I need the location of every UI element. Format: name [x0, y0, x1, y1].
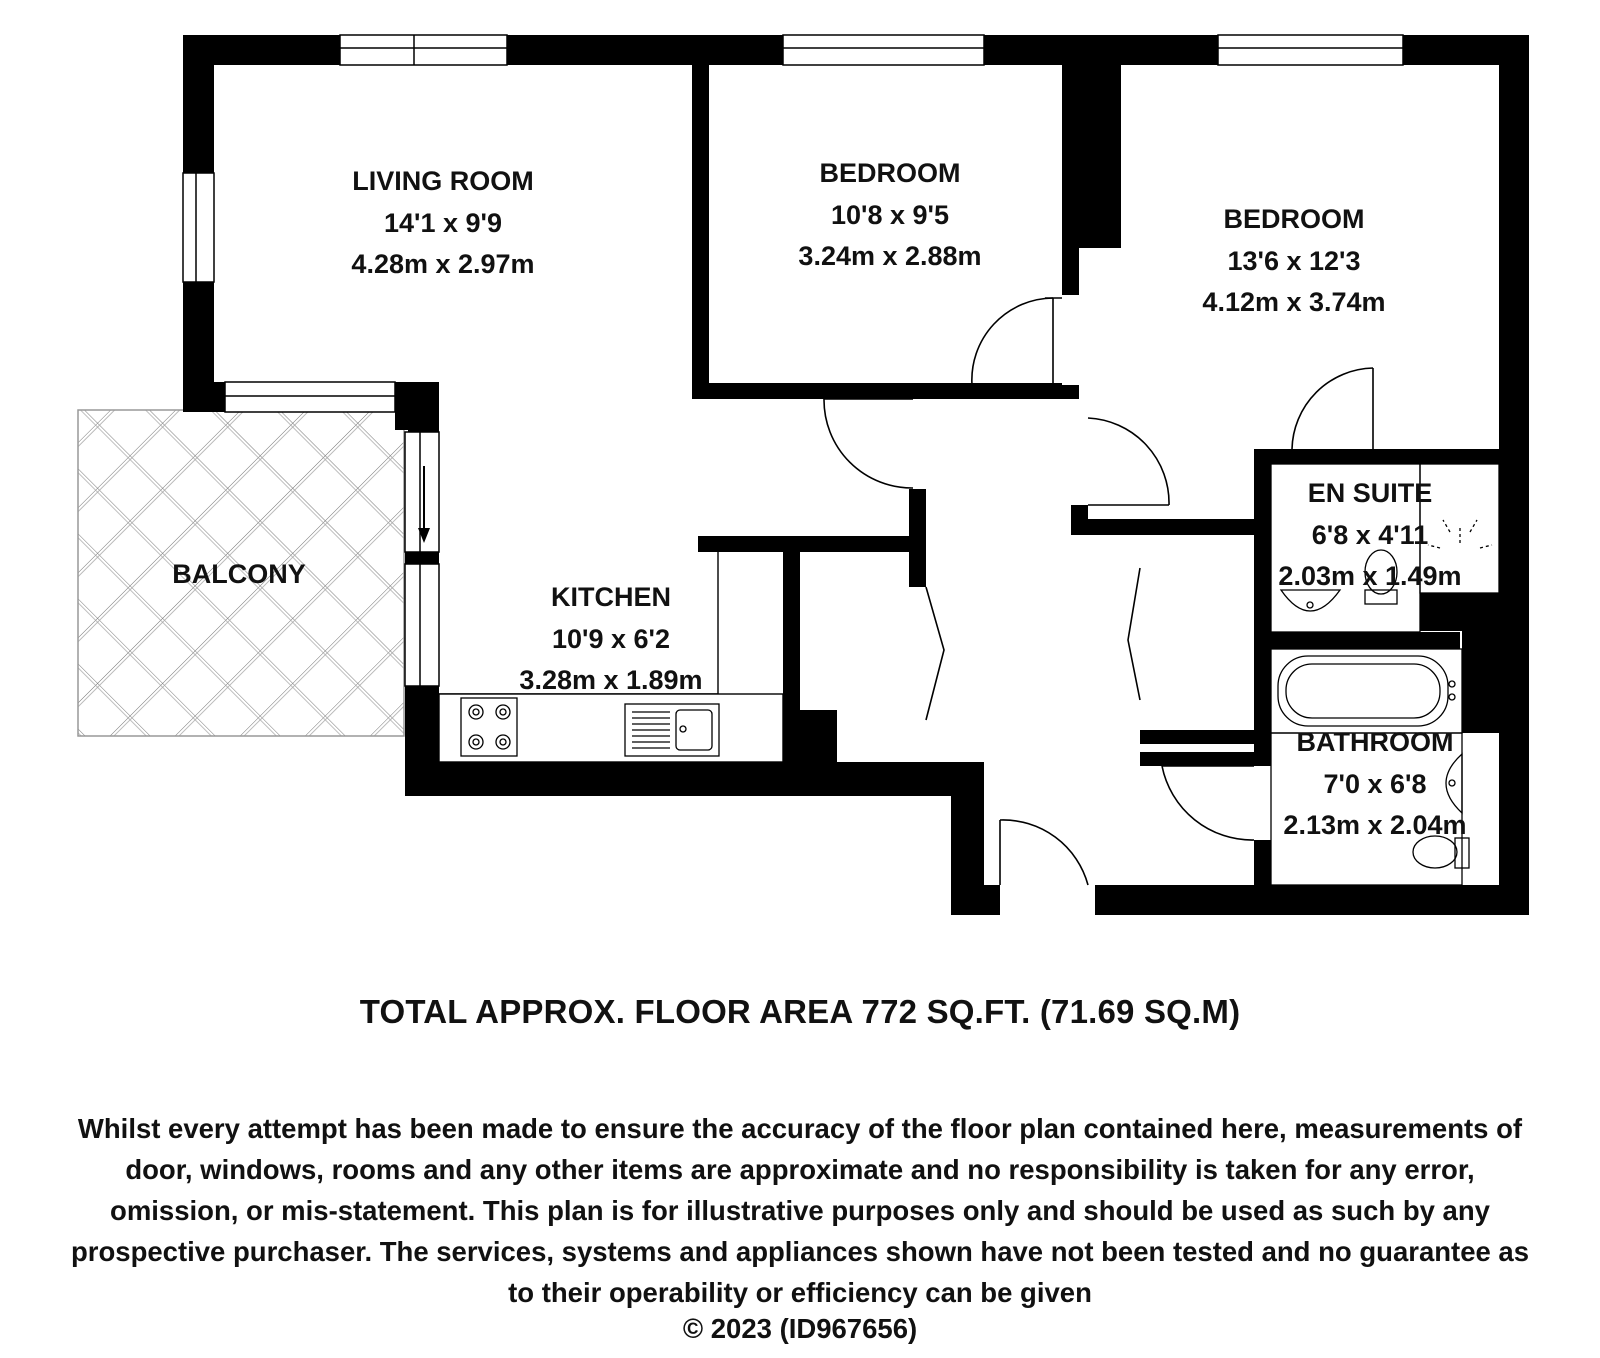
room-label-bedroom-1 [798, 158, 981, 271]
room-metric: 3.24m x 2.88m [798, 241, 982, 271]
room-name: BEDROOM [819, 158, 961, 188]
room-label-living-room [351, 166, 534, 279]
total-floor-area: TOTAL APPROX. FLOOR AREA 772 SQ.FT. (71.69 SQ.M) [359, 993, 1241, 1030]
bathtub-icon [1278, 656, 1455, 726]
room-label-balcony [172, 559, 306, 589]
room-metric: 4.12m x 3.74m [1202, 287, 1386, 317]
room-label-kitchen [519, 582, 702, 695]
room-imperial: 14'1 x 9'9 [384, 208, 502, 238]
room-name: LIVING ROOM [352, 166, 534, 196]
room-imperial: 10'9 x 6'2 [552, 624, 670, 654]
room-metric: 4.28m x 2.97m [351, 249, 535, 279]
room-imperial: 10'8 x 9'5 [831, 200, 949, 230]
basin-icon [1281, 590, 1340, 611]
room-name: EN SUITE [1307, 478, 1433, 508]
bathroom-fixtures [1271, 649, 1469, 885]
room-label-bathroom [1283, 727, 1466, 840]
room-metric: 3.28m x 1.89m [519, 665, 703, 695]
room-metric: 2.03m x 1.49m [1278, 561, 1462, 591]
toilet-icon [1413, 836, 1469, 868]
room-metric: 2.13m x 2.04m [1283, 810, 1467, 840]
room-label-en-suite [1278, 478, 1461, 591]
room-name: BALCONY [172, 559, 306, 589]
disclaimer-text: Whilst every attempt has been made to ensure the accuracy of the floor plan contained here, measurements of door, windows, rooms and any other items are approximate and no responsibility is taken for any error, omission, or mis-statement. This plan is for illustrative purposes only and should be used as such by any prospective purchaser. The services, systems and appliances shown have not been tested and no guarantee as to their operability or efficiency can be given [70, 1113, 1530, 1308]
basin-icon [1446, 754, 1462, 813]
room-imperial: 6'8 x 4'11 [1311, 520, 1429, 550]
room-label-bedroom-2 [1202, 204, 1385, 317]
room-name: BATHROOM [1296, 727, 1454, 757]
room-name: BEDROOM [1223, 204, 1365, 234]
room-imperial: 13'6 x 12'3 [1227, 246, 1361, 276]
shower-icon [1428, 520, 1492, 548]
copyright-notice: © 2023 (ID967656) [682, 1313, 918, 1344]
room-imperial: 7'0 x 6'8 [1323, 769, 1427, 799]
room-name: KITCHEN [551, 582, 671, 612]
